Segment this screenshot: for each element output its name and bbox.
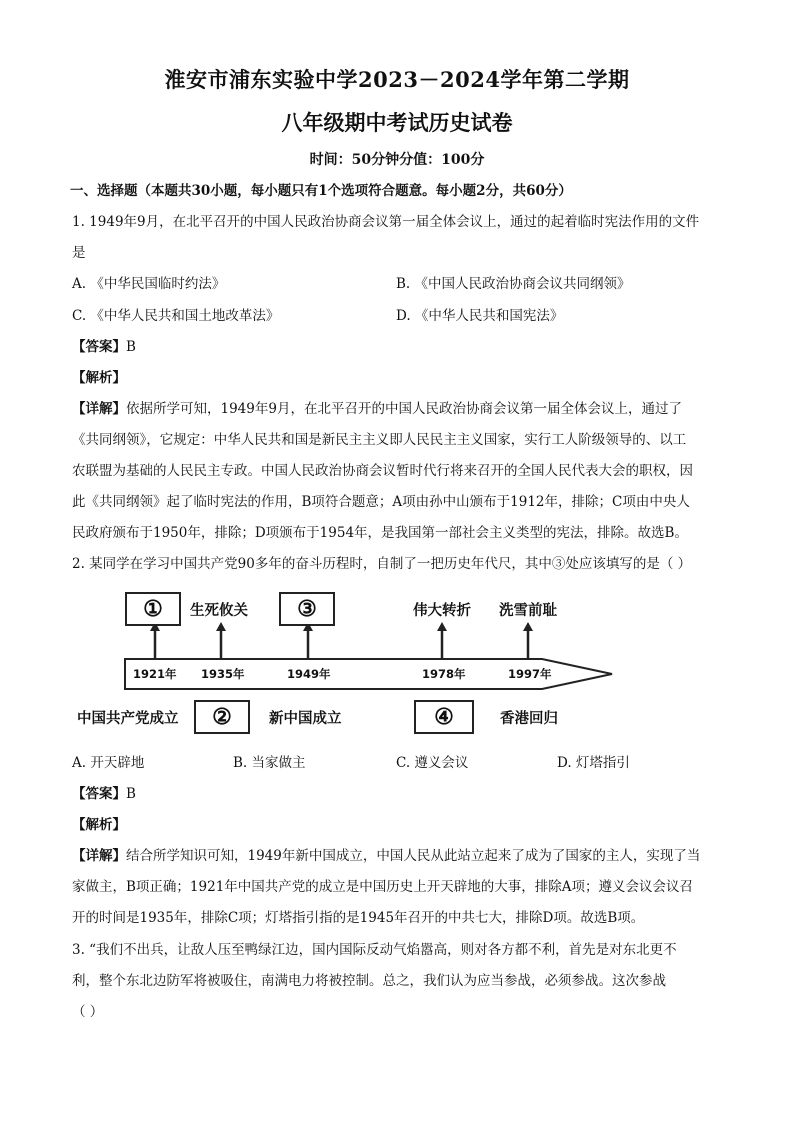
timeline-label-1978: 伟大转折 xyxy=(413,603,471,619)
q1-detail-line2: 《共同纲领》，它规定：中华人民共和国是新民主主义即人民民主主义国家，实行工人阶级领导的、以工 xyxy=(72,432,687,448)
q1-option-c: C. 《中华人民共和国土地改革法》 xyxy=(72,308,280,324)
q1-option-b: B. 《中国人民政治协商会议共同纲领》 xyxy=(396,276,631,292)
timeline-year-1949: 1949年 xyxy=(287,667,331,681)
timeline-label-1997: 洗雪前耻 xyxy=(499,603,557,619)
q1-detail-line4: 此《共同纲领》起了临时宪法的作用，B项符合题意；A项由孙中山颁布于1912年，排除；C项由中央人 xyxy=(72,494,690,510)
q3-stem-line3: （ ） xyxy=(72,1004,104,1020)
q2-stem: 2. 某同学在学习中国共产党90多年的奋斗历程时，自制了一把历史年代尺，其中③处应该填写的是（ ） xyxy=(72,556,692,572)
section-heading: 一、选择题（本题共30小题，每小题只有1个选项符合题意。每小题2分，共60分） xyxy=(70,183,572,199)
answer-value: B xyxy=(126,339,136,355)
q2-detail-line1 xyxy=(72,846,732,866)
q3-stem-line2: 利，整个东北边防军将被吸住，南满电力将被控制。总之，我们认为应当参战，必须参战。这次参战 xyxy=(72,973,666,989)
q2-answer xyxy=(72,784,732,804)
timeline-box-2: ② xyxy=(194,700,250,734)
detail-text: 结合所学知识可知，1949年新中国成立，中国人民从此站立起来了成为了国家的主人，实现了当 xyxy=(126,848,701,864)
q2-analysis-tag: 【解析】 xyxy=(72,817,126,833)
q2-option-c: C. 遵义会议 xyxy=(396,755,469,771)
history-timeline xyxy=(72,585,632,745)
answer-tag: 【答案】 xyxy=(72,786,126,802)
timeline-label-1935: 生死攸关 xyxy=(190,603,248,619)
exam-title: 淮安市浦东实验中学2023－2024学年第二学期 xyxy=(164,67,630,92)
q2-option-d: D. 灯塔指引 xyxy=(557,755,630,771)
q1-stem-line1: 1. 1949年9月，在北平召开的中国人民政治协商会议第一届全体会议上，通过的起着临时宪法作用的文件 xyxy=(72,214,700,230)
q1-detail-line5: 民政府颁布于1950年，排除；D项颁布于1954年，是我国第一部社会主义类型的宪法，排除。故选B。 xyxy=(72,525,688,541)
timeline-box-3: ③ xyxy=(279,592,335,626)
q1-detail-line3: 农联盟为基础的人民民主专政。中国人民政治协商会议暂时代行将来召开的全国人民代表大会的职权，因 xyxy=(72,463,693,479)
timeline-box-1: ① xyxy=(125,592,181,626)
timeline-label-1997-bottom: 香港回归 xyxy=(500,711,558,727)
q2-option-a: A. 开天辟地 xyxy=(72,755,145,771)
q3-stem-line1: 3. “我们不出兵，让敌人压至鸭绿江边，国内国际反动气焰嚣高，则对各方都不利，首先是对东北更不 xyxy=(72,942,677,958)
exam-meta: 时间：50分钟分值：100分 xyxy=(309,152,485,168)
timeline-box-4: ④ xyxy=(414,700,474,734)
q1-stem-line2: 是 xyxy=(72,245,86,261)
q1-answer xyxy=(72,337,732,357)
q2-detail-line2: 家做主，B项正确；1921年中国共产党的成立是中国历史上开天辟地的大事，排除A项；遵义会议会议召 xyxy=(72,879,694,895)
detail-tag: 【详解】 xyxy=(72,848,126,864)
exam-subtitle: 八年级期中考试历史试卷 xyxy=(281,110,513,135)
timeline-label-1921: 中国共产党成立 xyxy=(77,711,179,727)
q2-option-b: B. 当家做主 xyxy=(233,755,306,771)
q1-option-d: D. 《中华人民共和国宪法》 xyxy=(396,308,564,324)
timeline-year-1935: 1935年 xyxy=(201,667,245,681)
answer-value: B xyxy=(126,786,136,802)
timeline-label-1949: 新中国成立 xyxy=(269,711,342,727)
q1-detail-line1 xyxy=(72,399,732,419)
timeline-year-1921: 1921年 xyxy=(133,667,177,681)
timeline-year-1978: 1978年 xyxy=(422,667,466,681)
answer-tag: 【答案】 xyxy=(72,339,126,355)
timeline-year-1997: 1997年 xyxy=(508,667,552,681)
q1-analysis-tag: 【解析】 xyxy=(72,370,126,386)
q1-option-a: A. 《中华民国临时约法》 xyxy=(72,276,226,292)
detail-text: 依据所学可知，1949年9月，在北平召开的中国人民政治协商会议第一届全体会议上，通过了 xyxy=(126,401,682,417)
detail-tag: 【详解】 xyxy=(72,401,126,417)
q2-detail-line3: 开的时间是1935年，排除C项；灯塔指引指的是1945年召开的中共七大，排除D项。故选B项。 xyxy=(72,910,645,926)
